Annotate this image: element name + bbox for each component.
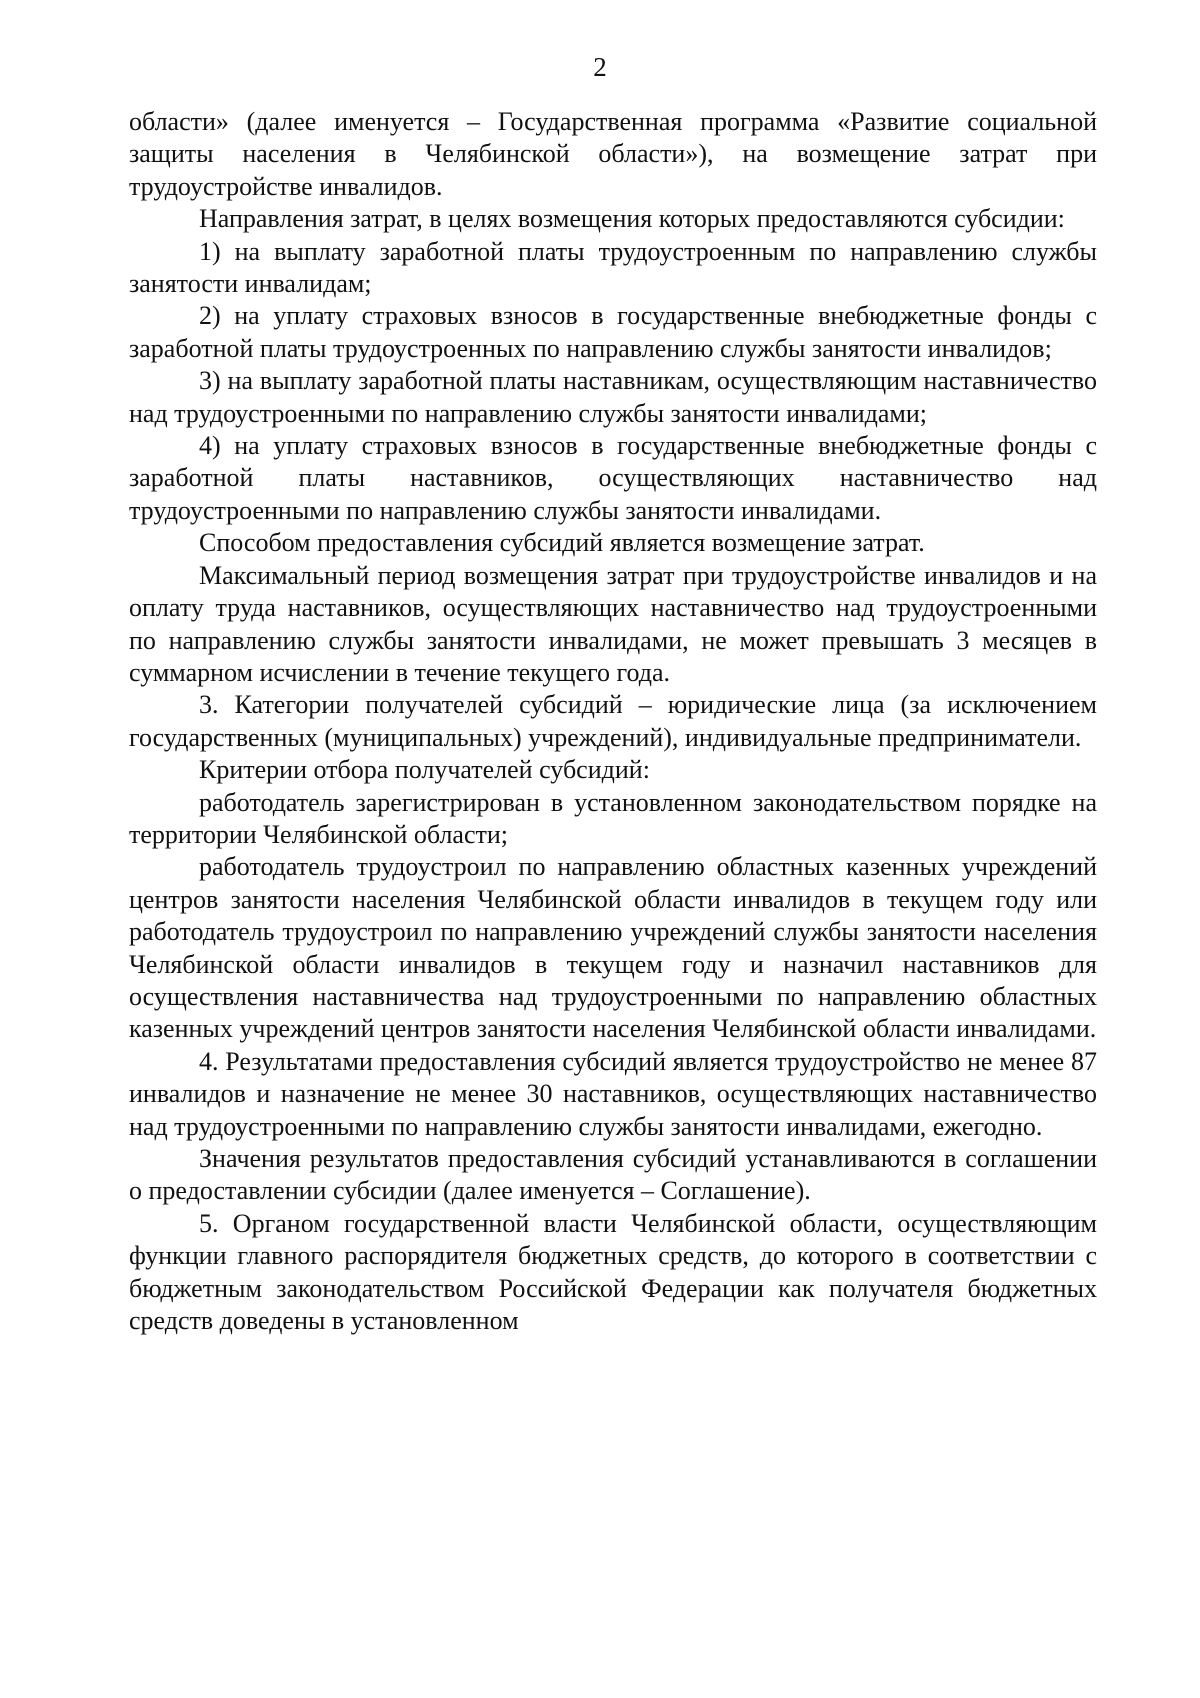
section-3-categories: 3. Категории получателей субсидий – юридические лица (за исключением государственных (муниципальных) учреждений), индивидуальные предприниматели.: [129, 690, 1097, 752]
section-5-authority: 5. Органом государственной власти Челябинской области, осуществляющим функции главного распорядителя бюджетных средств, до которого в соответствии с бюджетным законодательством Российской Федерации как получателя бюджетных средств доведены в установленном: [129, 1208, 1097, 1336]
section-4-results: 4. Результатами предоставления субсидий является трудоустройство не менее 87 инвалидов и назначение не менее 30 наставников, осуществляющих наставничество над трудоустроенными по направлению службы занятости инвалидами, ежегодно.: [129, 1046, 1097, 1141]
paragraph-criteria-intro: Критерии отбора получателей субсидий:: [199, 755, 650, 785]
list-item-1: 1) на выплату заработной платы трудоустроенным по направлению службы занятости инвалидам;: [129, 236, 1097, 299]
paragraph-method: Способом предоставления субсидий является возмещение затрат.: [199, 528, 925, 558]
criterion-1: работодатель зарегистрирован в установленном законодательством порядке на территории Челябинской области;: [129, 787, 1097, 849]
criterion-2: работодатель трудоустроил по направлению областных казенных учреждений центров занятости населения Челябинской области инвалидов в текущем году или работодатель трудоустроил по направлению учреждений службы занятости населения Челябинской области инвалидов в текущем году и назначил наставников для осуществления наставничества над трудоустроенными по направлению областных казенных учреждений центров занятости населения Челябинской области инвалидами.: [129, 852, 1097, 1044]
list-item-3: 3) на выплату заработной платы наставникам, осуществляющим наставничество над трудоустроенными по направлению службы занятости инвалидами;: [129, 366, 1097, 428]
paragraph-result-values: Значения результатов предоставления субсидий устанавливаются в соглашении о предоставлении субсидии (далее именуется – Соглашение).: [129, 1144, 1097, 1206]
document-body: [129, 106, 1097, 1337]
list-item-2: 2) на уплату страховых взносов в государственные внебюджетные фонды с заработной платы трудоустроенных по направлению службы занятости инвалидов;: [129, 301, 1097, 363]
page-number: 2: [593, 52, 607, 82]
paragraph-cost-directions-intro: Направления затрат, в целях возмещения которых предоставляются субсидии:: [199, 204, 1065, 234]
paragraph-max-period: Максимальный период возмещения затрат при трудоустройстве инвалидов и на оплату труда наставников, осуществляющих наставничество над трудоустроенными по направлению службы занятости инвалидами, не может превышать 3 месяцев в суммарном исчислении в течение текущего года.: [129, 560, 1097, 687]
paragraph-continuation: области» (далее именуется – Государственная программа «Развитие социальной защиты населения в Челябинской области»), на возмещение затрат при трудоустройстве инвалидов.: [129, 107, 1097, 201]
list-item-4: 4) на уплату страховых взносов в государственные внебюджетные фонды с заработной платы наставников, осуществляющих наставничество над трудоустроенными по направлению службы занятости инвалидами.: [129, 431, 1097, 525]
